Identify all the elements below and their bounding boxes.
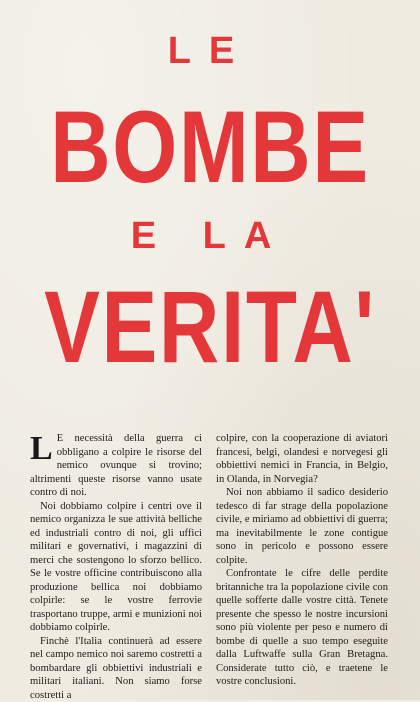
article-body [30,432,388,694]
paragraph-text: E necessità della guerra ci obbligano a colpire le risorse del nemico ovunque si trovino; altrimenti queste risorse vanno usate contro di noi. [30,433,202,498]
article-paragraph: Noi non abbiamo il sadico desiderio tedesco di far strage della popolazione civile, e miriamo ad obbiettivi di guerra; ma inevitabilmente le zone contigue sono in pericolo e possono essere colpite. [216,486,388,567]
article-column-right [216,432,388,694]
headline-line-bombe: BOMBE [38,96,382,198]
headline-line-e-la: E LA [0,217,420,255]
article-paragraph [30,432,202,500]
article-paragraph: colpire, con la cooperazione di aviatori francesi, belgi, olandesi e norvegesi gli obbiettivi nemici in Francia, in Belgio, in Olanda, in Norvegia? [216,432,388,486]
headline-line-le: LE [0,32,420,70]
article-paragraph: Noi dobbiamo colpire i centri ove il nemico organizza le sue attività belliche ed industriali contro di noi, gli uffici militari e governativi, i magazzini di merci che sostengono lo sforzo bellico. Se le vostre officine contribuiscono alla produzione bellica noi dobbiamo colpirle: se le vostre ferrovie trasportano truppe, armi e munizioni noi dobbiamo colpirle. [30,500,202,635]
article-paragraph: Finchè l'Italia continuerà ad essere nel campo nemico noi saremo costretti a bombardare gli obbiettivi industriali e militari italiani. Non siamo forse costretti a [30,635,202,702]
article-paragraph: Confrontate le cifre delle perdite britanniche tra la popolazione civile con quelle sofferte dalle vostre città. Tenete presente che spesso le nostre incursioni sono più violente per peso e numero di bombe di quelle a suo tempo eseguite dalla Luftwaffe sulla Gran Bretagna. Considerate tutto ciò, e traetene le vostre conclusioni. [216,567,388,689]
headline-line-verita: VERITA' [38,276,382,378]
drop-cap: L [30,435,53,463]
article-column-left [30,432,202,694]
